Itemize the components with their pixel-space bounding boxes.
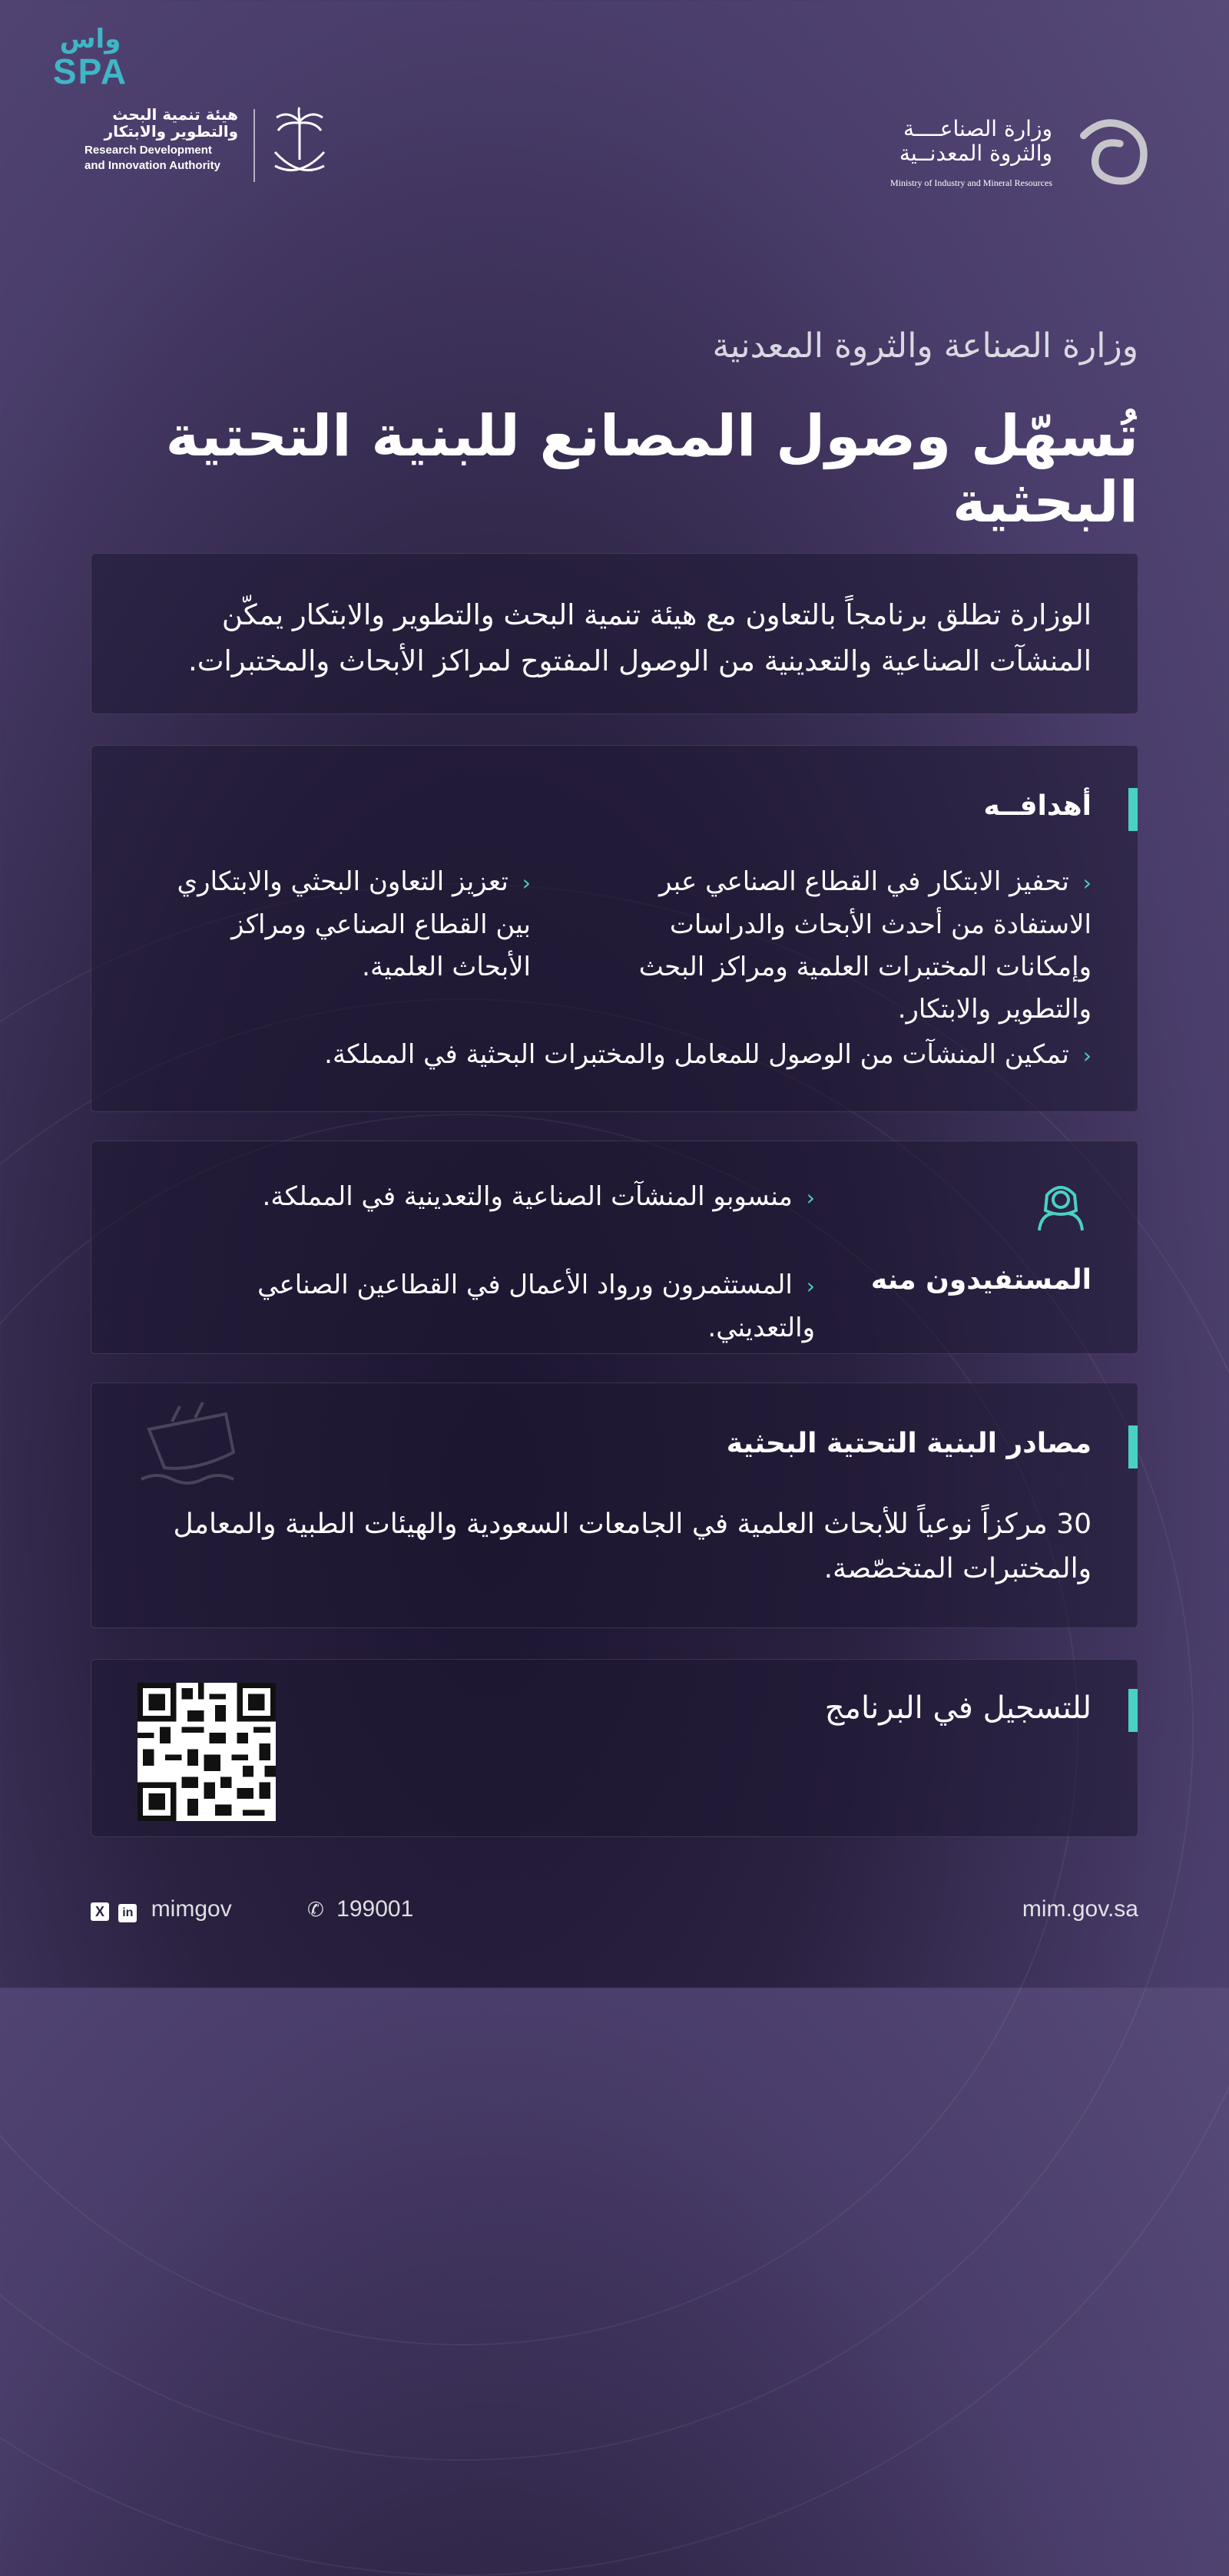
ministry-name-ar: والثروة المعدنــية xyxy=(899,141,1052,166)
section-accent-bar xyxy=(1128,1425,1138,1468)
beneficiary-item: ‹المستثمرون ورواد الأعمال في القطاعين الصناعي والتعديني. xyxy=(257,1270,815,1343)
rdi-name-en: Research Development xyxy=(84,144,212,157)
rdi-name-en: and Innovation Authority xyxy=(84,159,220,172)
sources-card xyxy=(91,1382,1138,1628)
section-accent-bar xyxy=(1128,1689,1138,1732)
chevron-left-icon: ‹ xyxy=(1082,1043,1092,1068)
page-subtitle: وزارة الصناعة والثروة المعدنية xyxy=(712,326,1138,366)
logo-divider xyxy=(253,109,255,182)
chevron-left-icon: ‹ xyxy=(522,870,531,896)
social-handle[interactable]: mimgov xyxy=(151,1896,232,1922)
ministry-name-ar: وزارة الصناعــــة xyxy=(903,116,1052,141)
goal-item: ‹تعزيز التعاون البحثي والابتكاري بين القطاع الصناعي ومراكز الأبحاث العلمية. xyxy=(177,866,531,982)
rdi-name-ar: والتطوير والابتكار xyxy=(104,122,238,141)
ministry-logo xyxy=(860,108,1152,192)
goal-item: ‹تمكين المنشآت من الوصول للمعامل والمختبرات البحثية في المملكة. xyxy=(324,1039,1092,1070)
palm-swords-emblem-icon xyxy=(269,106,330,183)
spa-logo: واس SPA xyxy=(52,24,128,91)
rdi-logo xyxy=(84,106,330,190)
goals-heading: أهدافــه xyxy=(983,790,1092,822)
register-card xyxy=(91,1659,1138,1837)
goal-item: ‹تحفيز الابتكار في القطاع الصناعي عبر الاستفادة من أحدث الأبحاث والدراسات وإمكانات المختبرات العلمية ومراكز البحث والتطوير والابتكار. xyxy=(638,866,1092,1025)
phone-number[interactable]: 199001 xyxy=(336,1896,414,1922)
page-title: تُسهّل وصول المصانع للبنية التحتية البحثية xyxy=(165,403,1138,535)
goals-card xyxy=(91,745,1138,1112)
beneficiary-item: ‹منسوبو المنشآت الصناعية والتعدينية في المملكة. xyxy=(262,1181,815,1212)
ministry-logo-icon xyxy=(1072,111,1152,192)
chevron-left-icon: ‹ xyxy=(806,1185,815,1210)
beneficiaries-heading: المستفيدون منه xyxy=(870,1264,1092,1296)
chevron-left-icon: ‹ xyxy=(806,1273,815,1299)
footer xyxy=(91,1893,1138,1924)
x-icon[interactable]: X xyxy=(91,1902,109,1921)
person-icon xyxy=(1030,1172,1092,1233)
phone[interactable] xyxy=(307,1896,413,1922)
qr-code[interactable] xyxy=(137,1683,276,1821)
linkedin-icon[interactable]: in xyxy=(118,1904,137,1922)
sources-text: 30 مركزاً نوعياً للأبحاث العلمية في الجامعات السعودية والهيئات الطبية والمعامل والمختبرات المتخصّصة. xyxy=(173,1508,1092,1584)
ministry-name-en: Ministry of Industry and Mineral Resources xyxy=(890,177,1052,188)
sources-heading: مصادر البنية التحتية البحثية xyxy=(726,1428,1092,1459)
beneficiaries-card xyxy=(91,1141,1138,1354)
chevron-left-icon: ‹ xyxy=(1082,870,1092,896)
social-links[interactable] xyxy=(91,1896,232,1922)
register-label: للتسجيل في البرنامج xyxy=(824,1690,1092,1726)
intro-text: الوزارة تطلق برنامجاً بالتعاون مع هيئة تنمية البحث والتطوير والابتكار يمكّن المنشآت الصناعية والتعدينية من الوصول المفتوح لمراكز الأبحاث والمختبرات. xyxy=(187,598,1092,677)
intro-card xyxy=(91,553,1138,714)
website-link[interactable]: mim.gov.sa xyxy=(1022,1896,1138,1922)
section-accent-bar xyxy=(1128,788,1138,831)
ship-icon xyxy=(134,1399,241,1491)
phone-icon: ✆ xyxy=(307,1898,324,1921)
rdi-name-ar: هيئة تنمية البحث xyxy=(112,105,238,124)
header xyxy=(0,0,1229,200)
